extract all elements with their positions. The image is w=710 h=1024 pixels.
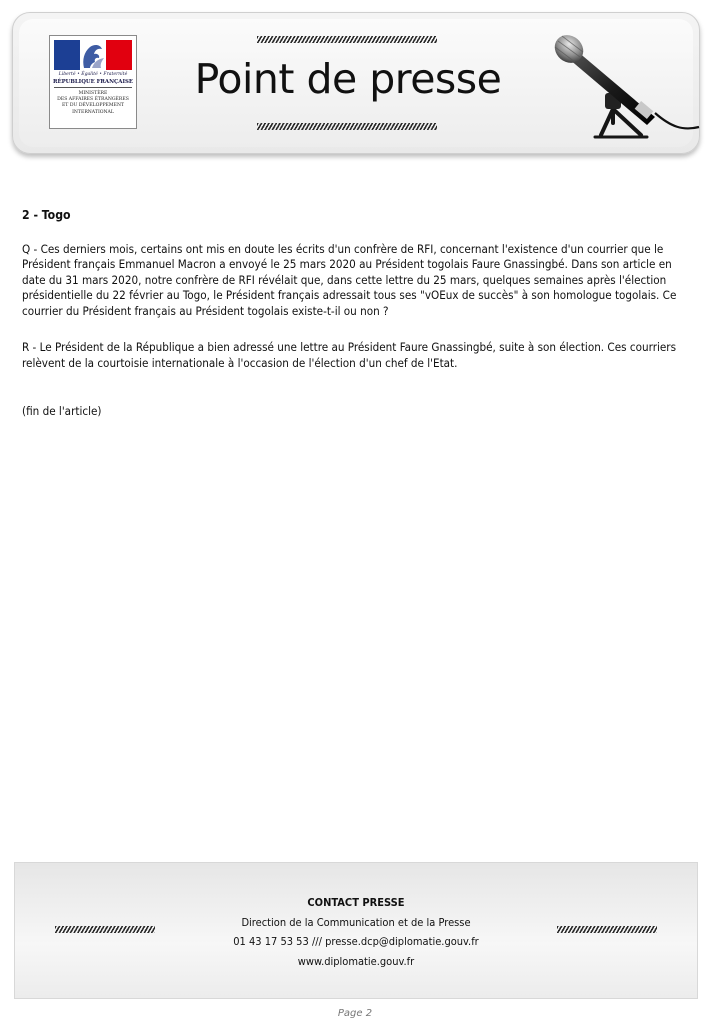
logo-separator <box>54 87 132 88</box>
header-hatch-bottom <box>257 123 437 130</box>
ministry-line: DES AFFAIRES ÉTRANGÈRES <box>57 97 129 103</box>
header-hatch-top <box>257 36 437 43</box>
contact-line <box>15 932 697 952</box>
header-banner <box>12 12 700 154</box>
ministry-line: MINISTÈRE <box>78 91 108 96</box>
footer-text <box>15 893 697 971</box>
answer-paragraph: R - Le Président de la République a bien adressé une lettre au Président Faure Gnassingbé, suite à son élection. Ces courriers relèvent de la courtoisie internationale à l'occasion de l'élection d'un chef de l'Etat. <box>22 340 677 370</box>
section-title: 2 - Togo <box>22 208 71 222</box>
footer-contact <box>14 862 698 999</box>
page-number: Page 2 <box>337 1008 373 1019</box>
microphone-icon <box>543 31 703 157</box>
contact-website-link[interactable]: www.diplomatie.gouv.fr <box>297 954 415 968</box>
article-content <box>22 208 682 420</box>
page-title: Point de presse <box>194 55 502 103</box>
ministry-line: INTERNATIONAL <box>72 109 114 115</box>
contact-separator: /// <box>311 935 322 948</box>
marianne-flag-icon <box>54 40 132 70</box>
question-paragraph: Q - Ces derniers mois, certains ont mis en doute les écrits d'un confrère de RFI, concernant l'existence d'un courrier que le Président français Emmanuel Macron a envoyé le 25 mars 2020 au Président togolais Faure Gnassingbé. Dans son article en date du 31 mars 2020, notre confrère de RFI révélait que, dans cette lettre du 25 mars, quelques semaines après l'élection présidentielle du 22 février au Togo, le Président français adressait tous ses "vOEux de succès" à son homologue togolais. Ce courrier du Président français au Président togolais existe-t-il ou non ? <box>22 241 677 318</box>
contact-direction: Direction de la Communication et de la Presse <box>241 915 471 929</box>
contact-title: CONTACT PRESSE <box>307 896 405 909</box>
ministry-line: ET DU DÉVELOPPEMENT <box>61 103 125 109</box>
contact-email-link[interactable]: presse.dcp@diplomatie.gouv.fr <box>325 935 479 948</box>
contact-phone: 01 43 17 53 53 <box>233 935 309 948</box>
logo-republique: RÉPUBLIQUE FRANÇAISE <box>52 79 133 85</box>
ministry-logo <box>49 35 137 129</box>
logo-motto: Liberté • Égalité • Fraternité <box>58 72 128 77</box>
end-note: (fin de l'article) <box>22 404 102 418</box>
logo-ministry <box>52 91 134 116</box>
